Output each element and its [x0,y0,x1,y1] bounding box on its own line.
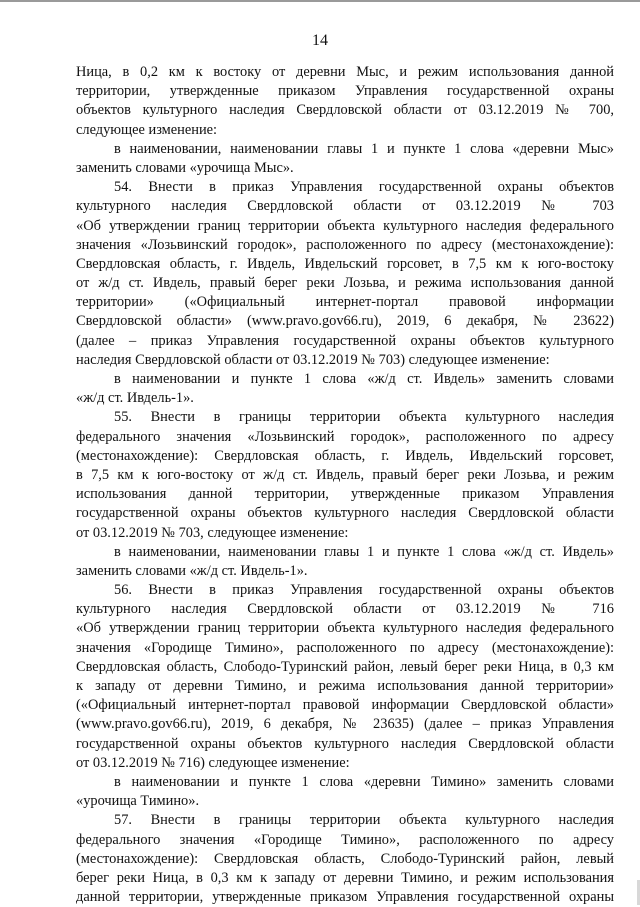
text-line: «Об утверждении границ территории объекта культурного наследия федерального [76,620,614,637]
text-line: объектов культурного наследия Свердловской области от 03.12.2019 № 700, [76,102,614,119]
text-line: 54. Внести в приказ Управления государственной охраны объектов [114,179,614,196]
text-line: в наименовании и пункте 1 слова «ж/д ст. Ивдель» заменить словами [114,371,614,387]
text-line: от 03.12.2019 № 703, следующее изменение: [76,524,349,541]
text-line: «урочища Тимино». [76,793,200,810]
text-line: в наименовании и пункте 1 слова «деревни Тимино» заменить словами [114,773,614,790]
text-line: от 03.12.2019 № 716) следующее изменение: [76,754,350,771]
page-number: 14 [312,32,328,49]
text-line: в наименовании, наименовании главы 1 и пункте 1 слова «ж/д ст. Ивдель» [114,543,614,560]
text-line: территории, утвержденные приказом Управления государственной охраны [76,83,614,100]
text-line: (www.pravo.gov66.ru), 2019, 6 декабря, № 23635) (далее – приказ Управления [76,716,614,733]
text-line: от ж/д ст. Ивдель, правый берег реки Лозьва, и режима использования данной [76,275,614,292]
text-line: федерального значения «Городище Тимино», расположенного по адресу [76,831,614,848]
text-line: («Официальный интернет-портал правовой информации Свердловской области» [76,697,614,714]
text-line: (местонахождение): Свердловская область, г. Ивдель, Ивдельский горсовет, [76,447,614,464]
top-border-line [0,0,640,2]
text-line: Свердловской области» (www.pravo.gov66.ru), 2019, 6 декабря, № 23622) [76,313,614,330]
text-line: наследия Свердловской области от 03.12.2019 № 703) следующее изменение: [76,351,550,368]
text-line: культурного наследия Свердловской области от 03.12.2019 № 716 [76,601,614,618]
text-line: 57. Внести в границы территории объекта культурного наследия [114,812,614,829]
text-line: «ж/д ст. Ивдель-1». [76,390,194,407]
text-line: (далее – приказ Управления государственной охраны объектов культурного [76,332,614,349]
text-line: берег реки Ница, в 0,3 км к западу от деревни Тимино, и режим использования [76,869,614,886]
text-line: Ница, в 0,2 км к востоку от деревни Мыс, и режим использования данной [76,64,614,80]
text-line: (местонахождение): Свердловская область, Слободо-Туринский район, левый [76,850,614,867]
text-line: государственной охраны объектов культурного наследия Свердловской области [76,735,614,752]
text-line: значения «Лозьвинский городок», расположенного по адресу (местонахождение): [76,236,614,253]
text-line: территории» («Официальный интернет-портал правовой информации [76,294,614,311]
text-line: федерального значения «Лозьвинский городок», расположенного по адресу [76,428,614,445]
text-line: культурного наследия Свердловской области от 03.12.2019 № 703 [76,198,614,215]
text-line: значения «Городище Тимино», расположенного по адресу (местонахождение): [76,639,614,656]
text-line: «Об утверждении границ территории объекта культурного наследия федерального [76,217,614,234]
text-line: Свердловская область, Слободо-Туринский район, левый берег реки Ница, в 0,3 км [76,658,614,675]
text-line: к западу от деревни Тимино, и режима использования данной территории» [76,678,614,694]
text-line: заменить словами «урочища Мыс». [76,159,294,176]
text-line: использования данной территории, утвержденные приказом Управления [76,486,614,503]
text-line: в наименовании, наименовании главы 1 и пункте 1 слова «деревни Мыс» [114,140,614,157]
text-line: следующее изменение: [76,121,218,138]
text-line: 55. Внести в границы территории объекта культурного наследия [114,409,614,426]
document-body [76,63,614,907]
text-line: в 7,5 км к юго-востоку от ж/д ст. Ивдель, правый берег реки Лозьва, и режим [76,466,614,483]
text-line: данной территории, утвержденные приказом Управления государственной охраны [76,889,614,906]
text-line: заменить словами «ж/д ст. Ивдель-1». [76,562,308,579]
text-line: Свердловская область, г. Ивдель, Ивдельский горсовет, в 7,5 км к юго-востоку [76,255,614,272]
text-line: государственной охраны объектов культурного наследия Свердловской области [76,505,614,522]
text-line: 56. Внести в приказ Управления государственной охраны объектов [114,582,614,599]
